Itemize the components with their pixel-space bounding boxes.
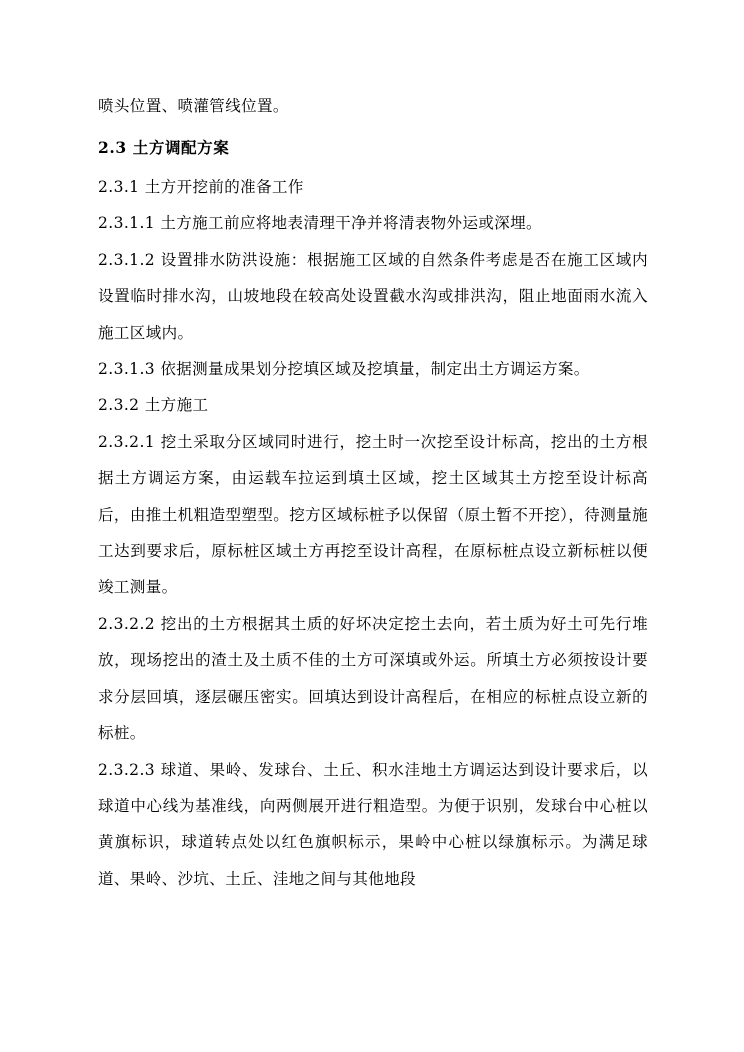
- paragraph-2-3-1-1-clearing: 2.3.1.1 土方施工前应将地表清理干净并将清表物外运或深埋。: [98, 214, 542, 233]
- document-body: [98, 88, 648, 897]
- paragraph-2-3-1-preparation: 2.3.1 土方开挖前的准备工作: [98, 177, 304, 196]
- paragraph-2-3-2-3-fairway: 2.3.2.3 球道、果岭、发球台、土丘、积水洼地土方调运达到设计要求后，以球道中心线为基准线，向两侧展开进行粗造型。为便于识别，发球台中心桩以黄旗标识，球道转点处以红色旗帜标示，果岭中心桩以绿旗标示。为满足球道、果岭、沙坑、土丘、洼地之间与其他地段: [98, 760, 648, 888]
- paragraph-2-3-2-2-soil-quality: 2.3.2.2 挖出的土方根据其土质的好坏决定挖土去向，若土质为好土可先行堆放，现场挖出的渣土及土质不佳的土方可深填或外运。所填土方必须按设计要求分层回填，逐层碾压密实。回填达到设计高程后，在相应的标桩点设立新的标桩。: [98, 614, 648, 743]
- paragraph-2-3-2-construction: 2.3.2 土方施工: [98, 396, 209, 415]
- paragraph-2-3-1-3-survey: 2.3.1.3 依据测量成果划分挖填区域及挖填量，制定出土方调运方案。: [98, 359, 590, 378]
- heading-2-3-earthwork-allocation: 2.3 土方调配方案: [98, 138, 230, 158]
- paragraph-sprinkler-position: 喷头位置、喷灌管线位置。: [98, 97, 289, 115]
- paragraph-2-3-2-1-excavation: 2.3.2.1 挖土采取分区域同时进行，挖土时一次挖至设计标高，挖出的土方根据土方调运方案，由运载车拉运到填土区域，挖土区域其土方挖至设计标高后，由推土机粗造型塑型。挖方区域标桩予以保留（原土暂不开挖），待测量施工达到要求后，原标桩区域土方再挖至设计高程，在原标桩点设立新标桩以便竣工测量。: [98, 432, 648, 597]
- paragraph-2-3-1-2-drainage: 2.3.1.2 设置排水防洪设施：根据施工区域的自然条件考虑是否在施工区域内设置临时排水沟，山坡地段在较高处设置截水沟或排洪沟，阻止地面雨水流入施工区域内。: [98, 250, 648, 342]
